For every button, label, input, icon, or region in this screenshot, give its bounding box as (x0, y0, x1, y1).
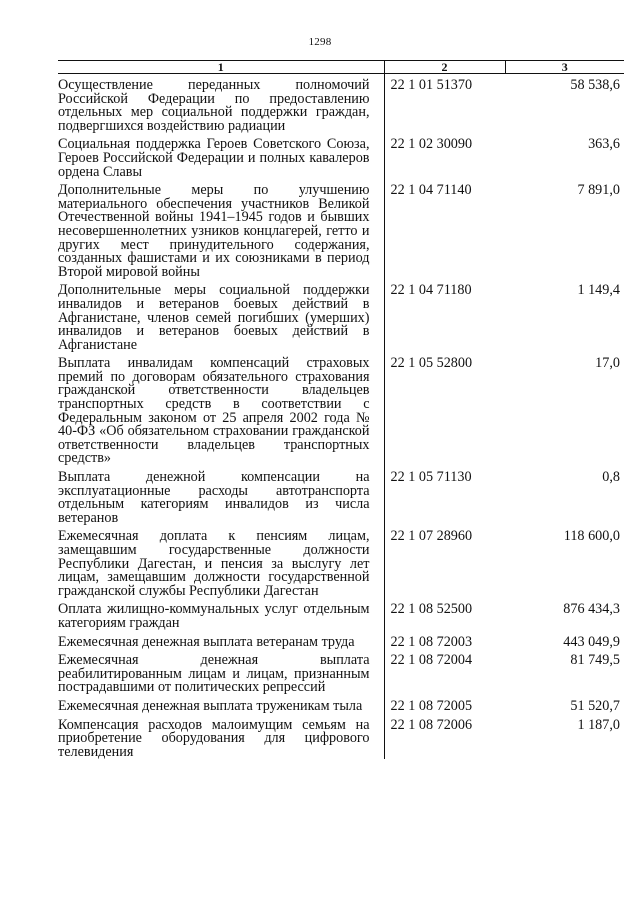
row-code: 22 1 08 72005 (384, 695, 505, 714)
table-row (58, 714, 624, 760)
row-description: Ежемесячная доплата к пенсиям лицам, замещавшим государственные должности Республики Дагестан, и пенсия за выслугу лет лицам, замещавшим должности государственной гражданской службы Республики Дагестан (58, 528, 370, 599)
row-amount: 51 520,7 (570, 697, 620, 714)
column-header-2: 2 (384, 61, 505, 74)
row-amount: 1 187,0 (577, 716, 620, 733)
row-code: 22 1 08 72004 (384, 649, 505, 695)
row-code: 22 1 08 72003 (384, 631, 505, 650)
row-code: 22 1 07 28960 (384, 525, 505, 598)
row-code: 22 1 04 71140 (384, 179, 505, 279)
row-amount: 81 749,5 (570, 652, 620, 669)
row-description: Социальная поддержка Героев Советского Союза, Героев Российской Федерации и полных кавалеров ордена Славы (58, 136, 370, 180)
row-amount: 1 149,4 (577, 282, 620, 299)
row-description: Компенсация расходов малоимущим семьям на приобретение оборудования для цифрового телевидения (58, 716, 370, 760)
table-row (58, 598, 624, 630)
column-header-1: 1 (58, 61, 384, 74)
table-row (58, 133, 624, 179)
budget-table (58, 60, 624, 759)
header-row (58, 61, 624, 74)
row-description: Выплата денежной компенсации на эксплуатационные расходы автотранспорта отдельным категориям инвалидов из числа ветеранов (58, 469, 370, 526)
row-code: 22 1 04 71180 (384, 279, 505, 352)
row-amount: 876 434,3 (563, 601, 620, 618)
table-header (58, 61, 624, 74)
row-amount: 118 600,0 (563, 528, 620, 545)
row-description: Ежемесячная денежная выплата труженикам тыла (58, 697, 363, 714)
table-row (58, 649, 624, 695)
row-description: Выплата инвалидам компенсаций страховых премий по договорам обязательного страхования гражданской ответственности владельцев транспортных средств в соответствии с Федеральным законом от 25 апреля 2002 года № 40-ФЗ «Об обязательном страховании гражданской ответственности владельцев транспортных средств» (58, 355, 370, 467)
page-number: 1298 (308, 36, 332, 48)
table-row (58, 352, 624, 466)
row-code: 22 1 08 52500 (384, 598, 505, 630)
table-row (58, 279, 624, 352)
row-code: 22 1 05 52800 (384, 352, 505, 466)
table-row (58, 74, 624, 134)
budget-table-container (58, 60, 624, 759)
row-amount: 17,0 (595, 355, 620, 372)
row-description: Осуществление переданных полномочий Российской Федерации по предоставлению отдельных мер социальной поддержки граждан, подвергшихся воздействию радиации (58, 77, 370, 134)
table-row (58, 466, 624, 525)
row-amount: 58 538,6 (570, 77, 620, 93)
row-description: Оплата жилищно-коммунальных услуг отдельным категориям граждан (58, 601, 370, 631)
row-amount: 363,6 (588, 136, 620, 153)
row-amount: 7 891,0 (577, 182, 620, 199)
row-code: 22 1 02 30090 (384, 133, 505, 179)
row-code: 22 1 08 72006 (384, 714, 505, 760)
row-code: 22 1 05 71130 (384, 466, 505, 525)
column-header-3: 3 (505, 61, 624, 74)
table-row (58, 695, 624, 714)
table-row (58, 631, 624, 650)
row-description: Ежемесячная денежная выплата ветеранам труда (58, 633, 355, 650)
row-description: Дополнительные меры по улучшению материального обеспечения участников Великой Отечественной войны 1941–1945 годов и бывших несовершеннолетних узников концлагерей, гетто и других мест принудительного содержания, созданных фашистами и их союзниками в период Второй мировой войны (58, 182, 370, 280)
table-row (58, 525, 624, 598)
row-amount: 443 049,9 (563, 633, 620, 650)
row-amount: 0,8 (602, 469, 620, 486)
table-body (58, 74, 624, 760)
row-description: Дополнительные меры социальной поддержки инвалидов и ветеранов боевых действий в Афганистане, членов семей погибших (умерших) инвалидов и ветеранов боевых действий в Афганистане (58, 282, 370, 353)
row-code: 22 1 01 51370 (384, 74, 505, 134)
table-row (58, 179, 624, 279)
row-description: Ежемесячная денежная выплата реабилитированным лицам и лицам, признанным пострадавшими от политических репрессий (58, 652, 370, 696)
